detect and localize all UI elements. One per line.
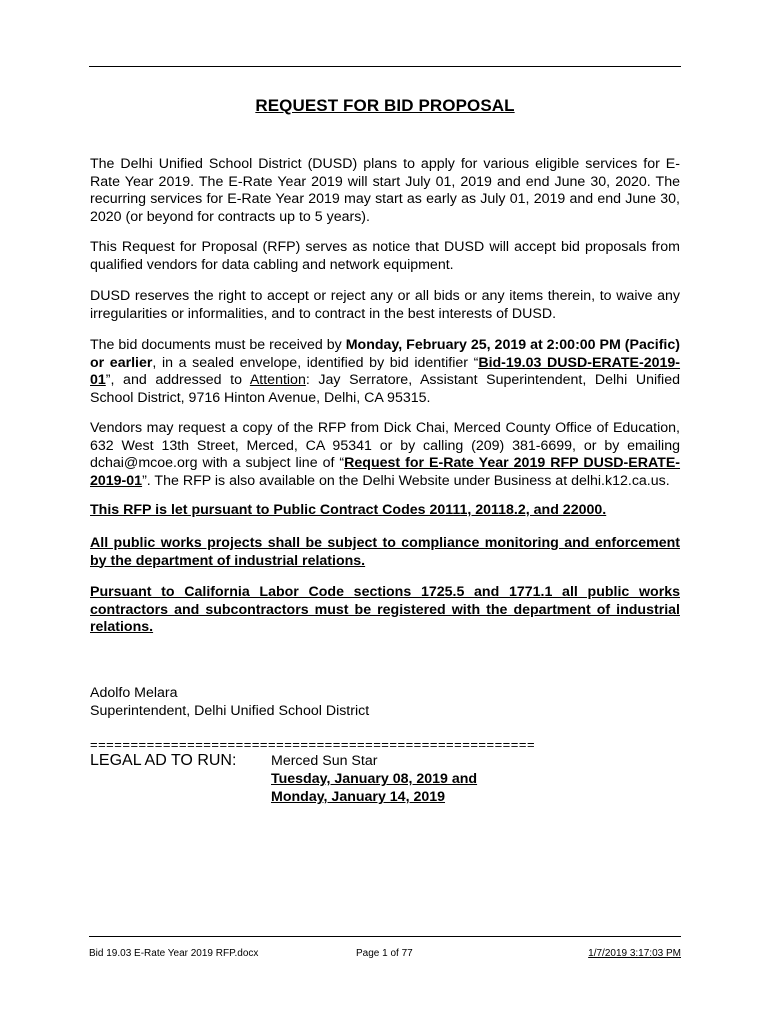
legal-ad-details xyxy=(271,752,477,806)
document-title: REQUEST FOR BID PROPOSAL xyxy=(255,96,515,115)
footer-rule xyxy=(89,936,681,937)
attention-label: Attention xyxy=(249,372,306,388)
paragraph-compliance: All public works projects shall be subject to compliance monitoring and enforcement by the department of industrial relations. xyxy=(90,535,680,569)
bid-identifier: Bid-19.03 DUSD-ERATE-2019-01 xyxy=(90,354,681,388)
legal-ad-label: LEGAL AD TO RUN: xyxy=(90,752,237,769)
separator-line: ======================================================= xyxy=(90,737,536,752)
legal-ad-date-2: Monday, January 14, 2019 xyxy=(271,789,446,805)
footer-timestamp: 1/7/2019 3:17:03 PM xyxy=(588,948,681,959)
header-rule xyxy=(89,66,681,67)
signatory-name: Adolfo Melara xyxy=(90,685,178,701)
footer-filename: Bid 19.03 E-Rate Year 2019 RFP.docx xyxy=(89,948,259,959)
paragraph-bid-deadline: The bid documents must be received by Monday, February 25, 2019 at 2:00:00 PM (Pacific) or earlier, in a sealed envelope, identified by bid identifier “Bid-19.03 DUSD-ERATE-2019-01”, and addressed to Attention: Jay Serratore, Assistant Superintendent, Delhi Unified School District, 9716 Hinton Avenue, Delhi, CA 95315. xyxy=(90,337,681,406)
email-subject-line: Request for E-Rate Year 2019 RFP DUSD-ERATE-2019-01 xyxy=(90,455,681,489)
signatory-position: Superintendent, Delhi Unified School District xyxy=(90,703,370,719)
paragraph-reserves-right: DUSD reserves the right to accept or reject any or all bids or any items therein, to waive any irregularities or informalities, and to contract in the best interests of DUSD. xyxy=(90,288,680,322)
paragraph-erate-intro: The Delhi Unified School District (DUSD) plans to apply for various eligible services for E-Rate Year 2019. The E-Rate Year 2019 will start July 01, 2019 and end June 30, 2020. The recurring services for E-Rate Year 2019 may start as early as July 01, 2019 and end June 30, 2020 (or beyond for contracts up to 5 years). xyxy=(90,156,680,225)
footer-page-number: Page 1 of 77 xyxy=(356,948,413,959)
legal-ad-date-1: Tuesday, January 08, 2019 and xyxy=(271,771,478,787)
signature-block xyxy=(90,684,369,720)
paragraph-labor-code: Pursuant to California Labor Code sections 1725.5 and 1771.1 all public works contractors and subcontractors must be registered with the department of industrial relations. xyxy=(90,584,680,635)
legal-ad-paper: Merced Sun Star xyxy=(271,753,378,769)
paragraph-contract-codes: This RFP is let pursuant to Public Contract Codes 20111, 20118.2, and 22000. xyxy=(90,502,607,518)
paragraph-rfp-notice: This Request for Proposal (RFP) serves as notice that DUSD will accept bid proposals from qualified vendors for data cabling and network equipment. xyxy=(90,239,680,273)
bid-deadline: Monday, February 25, 2019 at 2:00:00 PM (Pacific) or earlier xyxy=(90,337,680,371)
paragraph-vendor-request: Vendors may request a copy of the RFP from Dick Chai, Merced County Office of Education, 632 West 13th Street, Merced, CA 95341 or by calling (209) 381-6699, or by emailing dchai@mcoe.org with a subject line of “Request for E-Rate Year 2019 RFP DUSD-ERATE-2019-01”. The RFP is also available on the Delhi Website under Business at delhi.k12.ca.us. xyxy=(90,420,681,489)
